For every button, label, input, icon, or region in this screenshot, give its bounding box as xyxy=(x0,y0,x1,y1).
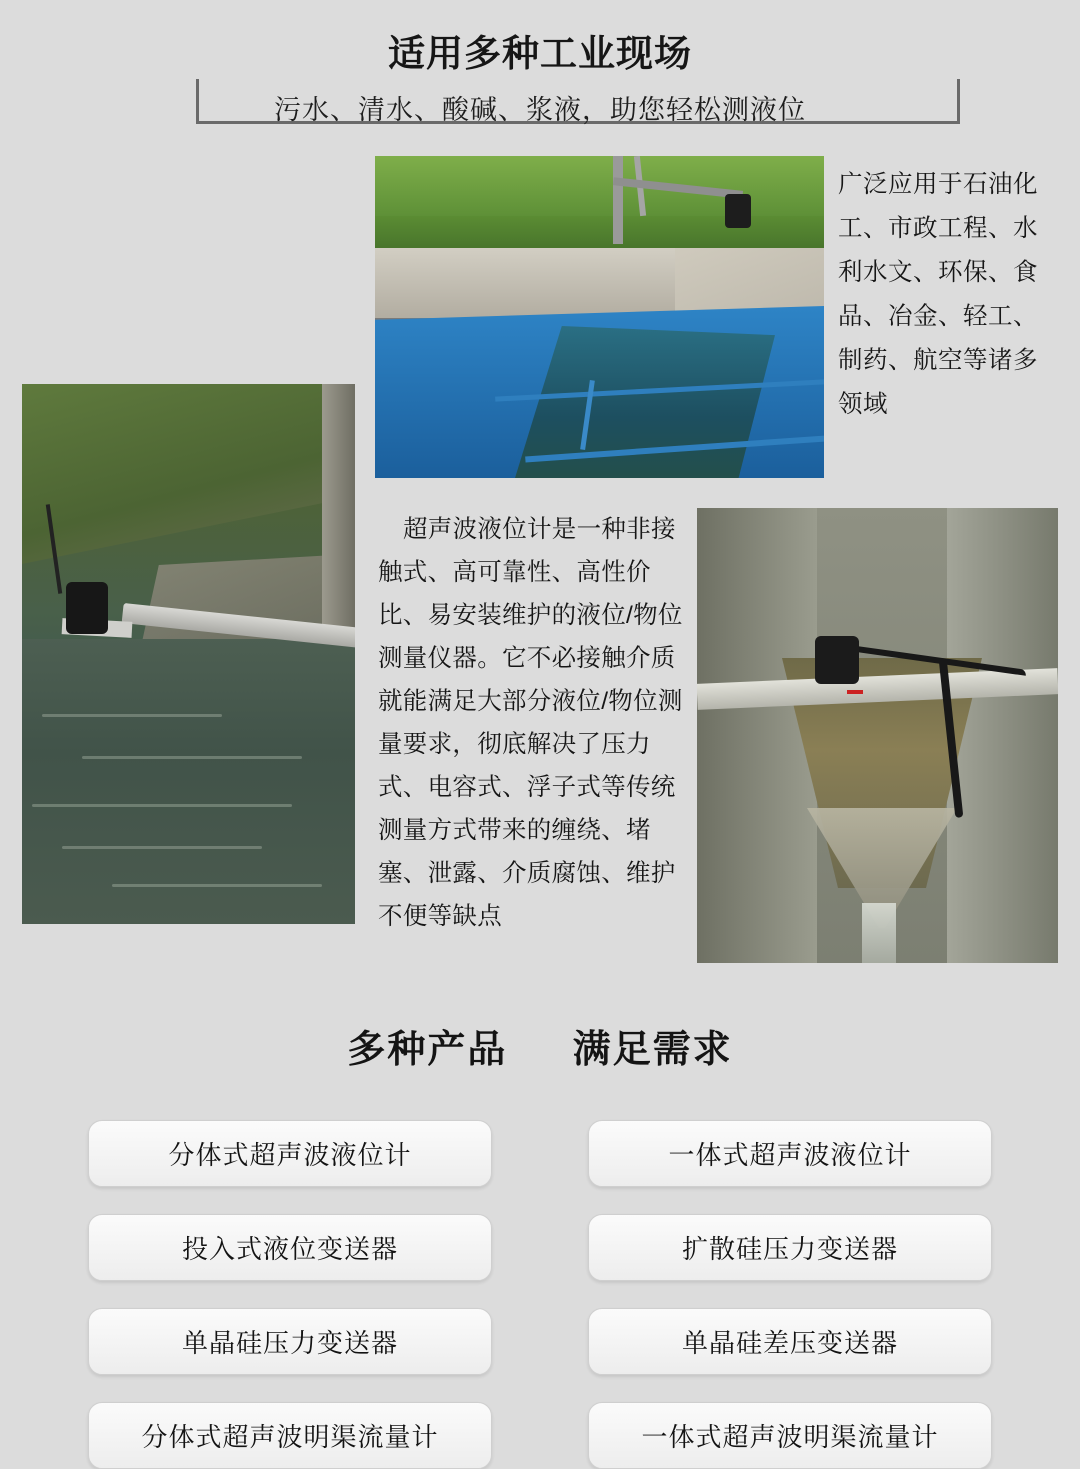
ultrasonic-sensor-icon xyxy=(66,582,108,634)
applications-text: 广泛应用于石油化工、市政工程、水利水文、环保、食品、冶金、轻工、制药、航空等诸多领域 xyxy=(838,171,1038,418)
products-section-title xyxy=(0,1018,1080,1073)
page-title-text: 适用多种工业现场 xyxy=(366,34,714,75)
ultrasonic-sensor-icon xyxy=(815,636,859,684)
photo-river-monitoring xyxy=(22,384,355,924)
water-ripple xyxy=(112,884,322,887)
photo-open-channel xyxy=(375,156,824,478)
ultrasonic-sensor-icon xyxy=(725,194,751,228)
photo-triangular-weir xyxy=(697,508,1058,963)
product-item[interactable]: 扩散硅压力变送器 xyxy=(588,1214,992,1281)
product-item[interactable]: 投入式液位变送器 xyxy=(88,1214,492,1281)
water-ripple xyxy=(82,756,302,759)
product-list xyxy=(88,1120,992,1469)
sensor-indicator xyxy=(847,690,863,694)
mounting-mast xyxy=(613,156,623,244)
water-outflow xyxy=(862,903,896,963)
page-subtitle: 污水、清水、酸碱、浆液，助您轻松测液位 xyxy=(274,95,806,125)
flume-left-wall xyxy=(697,508,817,963)
water-ripple xyxy=(42,714,222,717)
flume-right-wall xyxy=(947,508,1058,963)
products-title-left: 多种产品 xyxy=(347,1029,508,1071)
page-header xyxy=(0,0,1080,140)
water-ripple xyxy=(62,846,262,849)
product-item[interactable]: 分体式超声波明渠流量计 xyxy=(88,1402,492,1469)
product-item[interactable]: 单晶硅压力变送器 xyxy=(88,1308,492,1375)
product-item[interactable]: 分体式超声波液位计 xyxy=(88,1120,492,1187)
river-water xyxy=(22,639,355,924)
product-description-text: 超声波液位计是一种非接触式、高可靠性、高性价比、易安装维护的液位/物位测量仪器。它不必接触介质就能满足大部分液位/物位测量要求，彻底解决了压力式、电容式、浮子式等传统测量方式带来的缠绕、堵塞、泄露、介质腐蚀、维护不便等缺点 xyxy=(378,516,683,930)
products-title-right: 满足需求 xyxy=(572,1029,733,1071)
product-item[interactable]: 单晶硅差压变送器 xyxy=(588,1308,992,1375)
product-item[interactable]: 一体式超声波明渠流量计 xyxy=(588,1402,992,1469)
product-item[interactable]: 一体式超声波液位计 xyxy=(588,1120,992,1187)
page-title xyxy=(0,30,1080,79)
water-ripple xyxy=(32,804,292,807)
